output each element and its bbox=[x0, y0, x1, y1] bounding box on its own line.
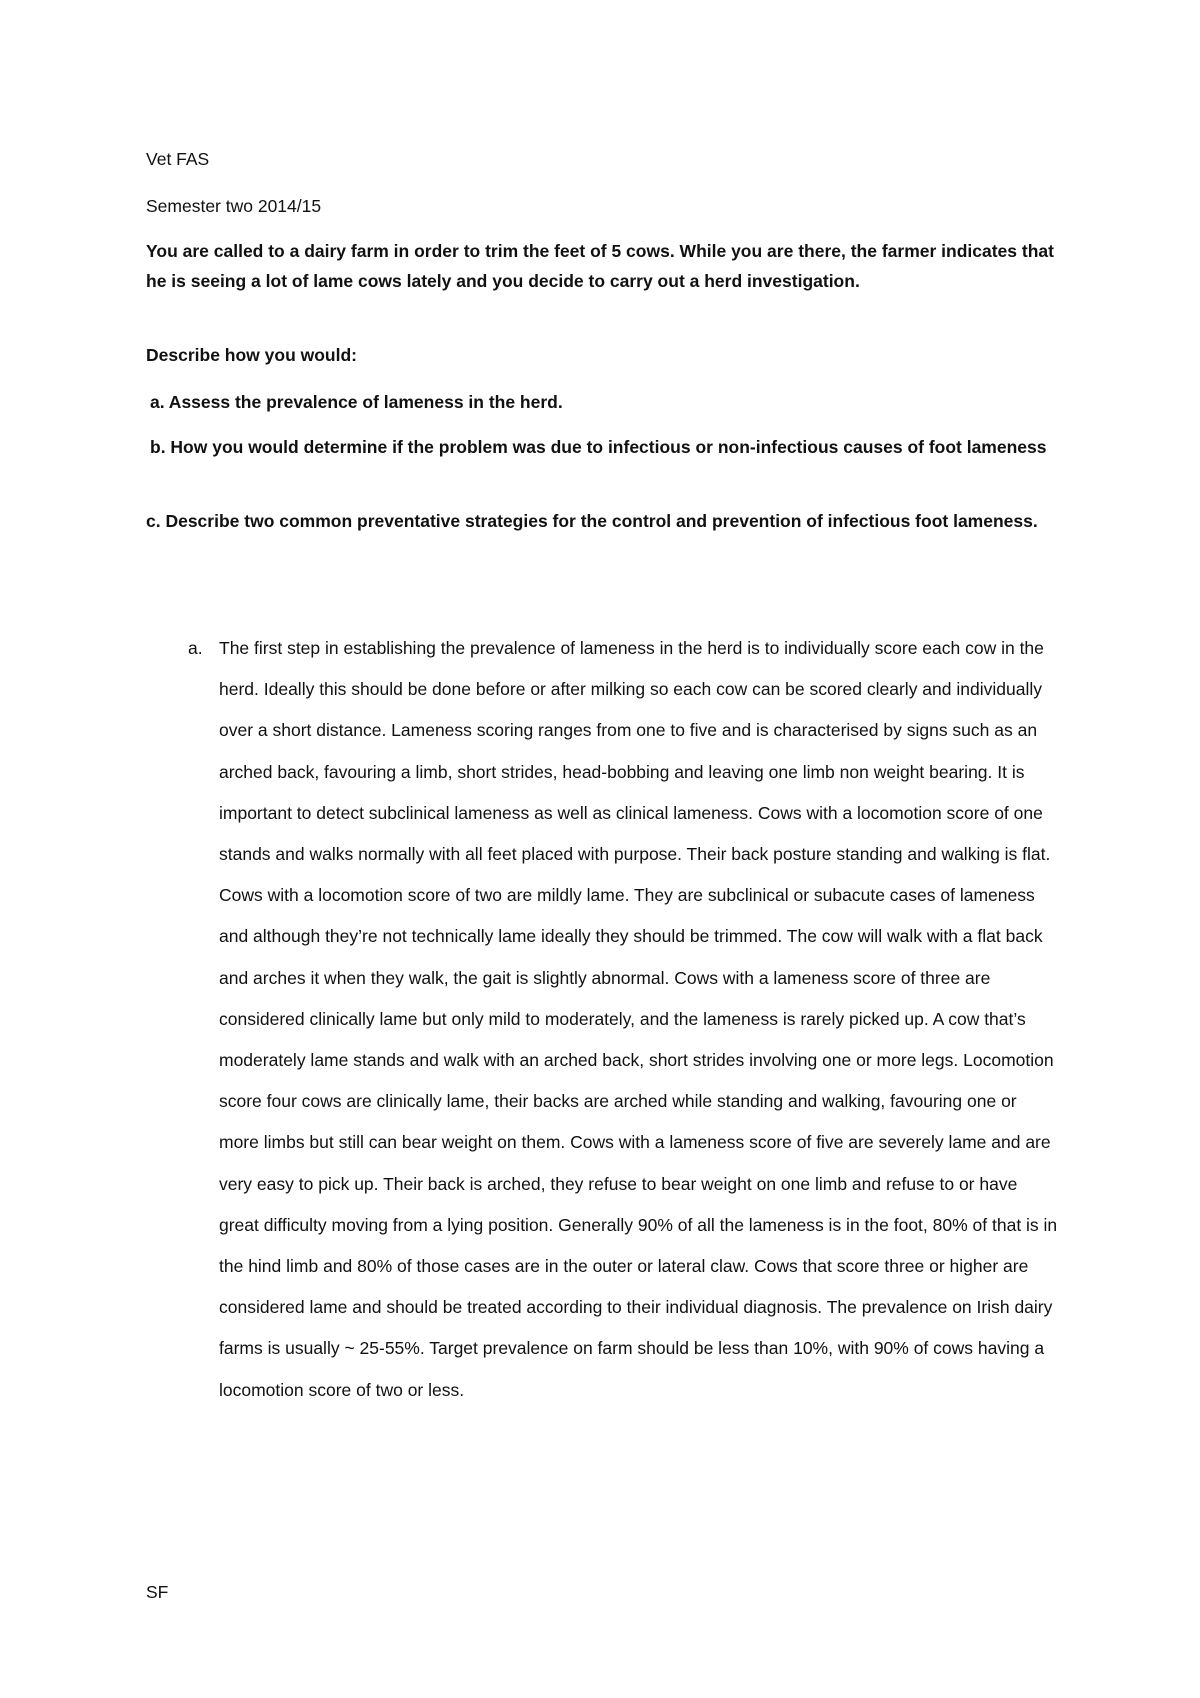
footer-initials: SF bbox=[146, 1582, 169, 1602]
answer-list-marker: a. bbox=[188, 638, 203, 658]
question-prompt: Describe how you would: bbox=[146, 345, 357, 365]
question-part-a: a. Assess the prevalence of lameness in the herd. bbox=[150, 392, 563, 412]
course-title: Vet FAS bbox=[146, 149, 210, 169]
semester-label: Semester two 2014/15 bbox=[146, 196, 322, 216]
question-part-b: b. How you would determine if the problem was due to infectious or non-infectious causes of foot lameness bbox=[150, 437, 1047, 457]
question-scenario: You are called to a dairy farm in order to trim the feet of 5 cows. While you are there, the farmer indicates that he is seeing a lot of lame cows lately and you decide to carry out a herd investigation. bbox=[146, 241, 1054, 291]
answer-paragraph: The first step in establishing the prevalence of lameness in the herd is to individually score each cow in the herd. Ideally this should be done before or after milking so each cow can be scored clearly and individually over a short distance. Lameness scoring ranges from one to five and is characterised by signs such as an arched back, favouring a limb, short strides, head-bobbing and leaving one limb non weight bearing. It is important to detect subclinical lameness as well as clinical lameness. Cows with a locomotion score of one stands and walks normally with all feet placed with purpose. Their back posture standing and walking is flat. Cows with a locomotion score of two are mildly lame. They are subclinical or subacute cases of lameness and although they’re not technically lame ideally they should be trimmed. The cow will walk with a flat back and arches it when they walk, the gait is slightly abnormal. Cows with a lameness score of three are considered clinically lame but only mild to moderately, and the lameness is rarely picked up. A cow that’s moderately lame stands and walk with an arched back, short strides involving one or more legs. Locomotion score four cows are clinically lame, their backs are arched while standing and walking, favouring one or more limbs but still can bear weight on them. Cows with a lameness score of five are severely lame and are very easy to pick up. Their back is arched, they refuse to bear weight on one limb and refuse to or have great difficulty moving from a lying position. Generally 90% of all the lameness is in the foot, 80% of that is in the hind limb and 80% of those cases are in the outer or lateral claw. Cows that score three or higher are considered lame and should be treated according to their individual diagnosis. The prevalence on Irish dairy farms is usually ~ 25-55%. Target prevalence on farm should be less than 10%, with 90% of cows having a locomotion score of two or less. bbox=[219, 638, 1058, 1400]
question-part-c: c. Describe two common preventative strategies for the control and prevention of infectious foot lameness. bbox=[146, 511, 1038, 531]
